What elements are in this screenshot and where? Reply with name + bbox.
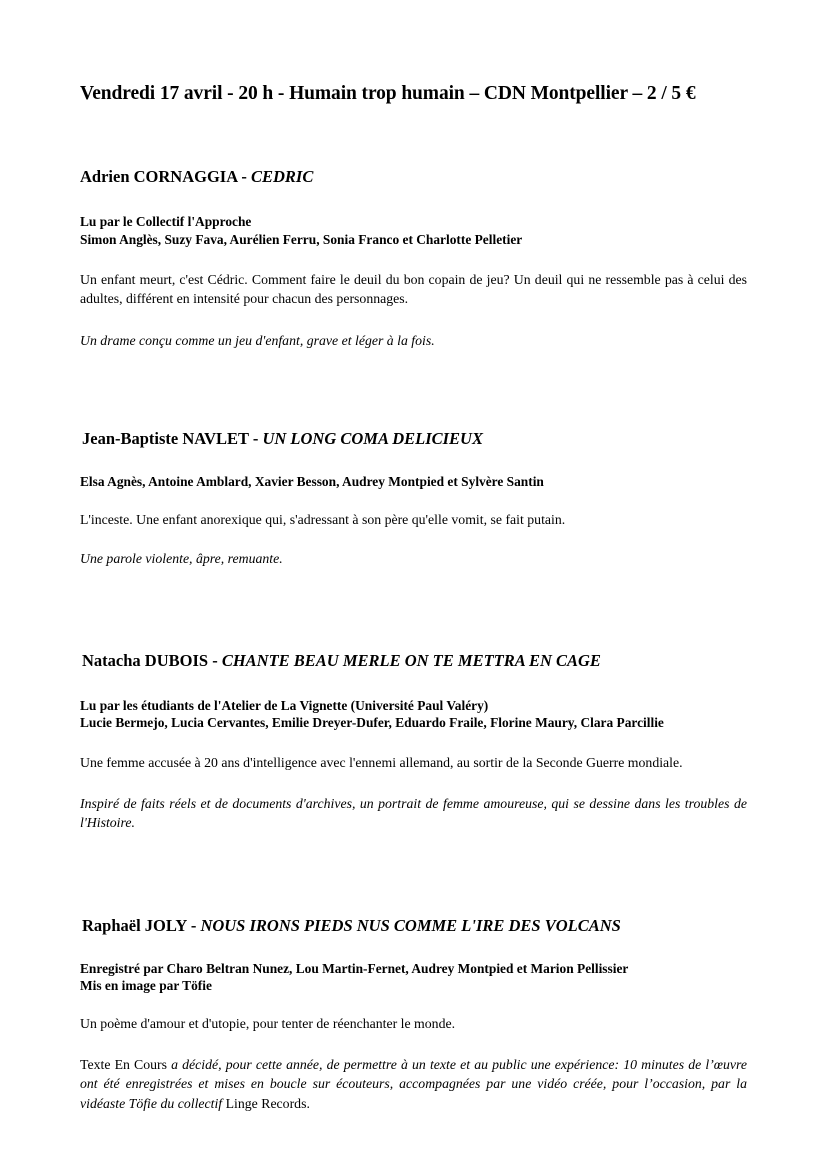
play-synopsis: Une femme accusée à 20 ans d'intelligence avec l'ennemi allemand, au sortir de la Seconde Guerre mondiale. xyxy=(80,755,683,771)
play-synopsis: Un enfant meurt, c'est Cédric. Comment faire le deuil du bon copain de jeu? Un deuil qui ne ressemble pas à celui des adultes, différent en intensité pour chacun des personnages. xyxy=(80,271,747,307)
play-heading xyxy=(80,167,747,187)
play-heading-separator: - xyxy=(248,429,263,449)
production-note-trail: Linge Records. xyxy=(222,1095,310,1111)
credit-line: Lucie Bermejo, Lucia Cervantes, Emilie Dreyer-Dufer, Eduardo Fraile, Florine Maury, Clara Parcillie xyxy=(80,715,664,731)
play-heading-separator: - xyxy=(208,650,222,670)
play-heading xyxy=(82,916,747,936)
credit-line: Enregistré par Charo Beltran Nunez, Lou Martin-Fernet, Audrey Montpied et Marion Pellissier xyxy=(80,960,629,976)
play-section xyxy=(80,106,747,350)
play-credits xyxy=(80,936,747,995)
credit-line: Lu par les étudiants de l'Atelier de La Vignette (Université Paul Valéry) xyxy=(80,697,489,713)
play-title: UN LONG COMA DELICIEUX xyxy=(262,429,483,449)
play-tagline: Une parole violente, âpre, remuante. xyxy=(80,551,283,567)
play-heading xyxy=(82,651,747,671)
play-section xyxy=(80,569,747,833)
document-content xyxy=(80,0,747,1113)
play-synopsis: L'inceste. Une enfant anorexique qui, s'adressant à son père qu'elle vomit, se fait putain. xyxy=(80,511,566,527)
play-author: Adrien CORNAGGIA xyxy=(80,167,238,187)
credit-line: Lu par le Collectif l'Approche xyxy=(80,214,252,230)
play-title: CEDRIC xyxy=(250,167,314,187)
credit-line: Elsa Agnès, Antoine Amblard, Xavier Besson, Audrey Montpied et Sylvère Santin xyxy=(80,474,544,490)
play-section xyxy=(80,350,747,569)
play-heading-separator: - xyxy=(186,915,201,935)
credit-line: Mis en image par Töfie xyxy=(80,978,212,994)
play-author: Natacha DUBOIS xyxy=(82,650,209,670)
play-credits xyxy=(80,449,747,491)
production-note-body: a décidé, pour cette année, de permettre à un texte et au public une expérience: 10 minutes de l’œuvre ont été enregistrées et mises en boucle sur écouteurs, accompagnées par une vidéo créée, pour l’occasion, par la vidéaste Töfie du collectif xyxy=(80,1056,747,1111)
document-title: Vendredi 17 avril - 20 h - Humain trop humain – CDN Montpellier – 2 / 5 € xyxy=(80,83,696,104)
play-tagline: Inspiré de faits réels et de documents d'archives, un portrait de femme amoureuse, qui se dessine dans les troubles de l'Histoire. xyxy=(80,795,747,831)
play-synopsis: Un poème d'amour et d'utopie, pour tenter de réenchanter le monde. xyxy=(80,1016,456,1031)
play-credits xyxy=(80,671,747,732)
play-title: CHANTE BEAU MERLE ON TE METTRA EN CAGE xyxy=(221,650,601,670)
play-author: Raphaël JOLY xyxy=(82,915,187,935)
production-note-lead: Texte En Cours xyxy=(80,1056,167,1072)
play-production-note xyxy=(80,1034,747,1114)
play-title: NOUS IRONS PIEDS NUS COMME L'IRE DES VOLCANS xyxy=(200,915,621,935)
play-heading-separator: - xyxy=(237,167,251,187)
credit-line: Simon Anglès, Suzy Fava, Aurélien Ferru, Sonia Franco et Charlotte Pelletier xyxy=(80,231,523,247)
play-heading xyxy=(82,429,747,449)
play-section xyxy=(80,833,747,1113)
play-tagline: Un drame conçu comme un jeu d'enfant, grave et léger à la fois. xyxy=(80,332,435,348)
play-author: Jean-Baptiste NAVLET xyxy=(82,429,249,449)
play-credits xyxy=(80,187,747,248)
